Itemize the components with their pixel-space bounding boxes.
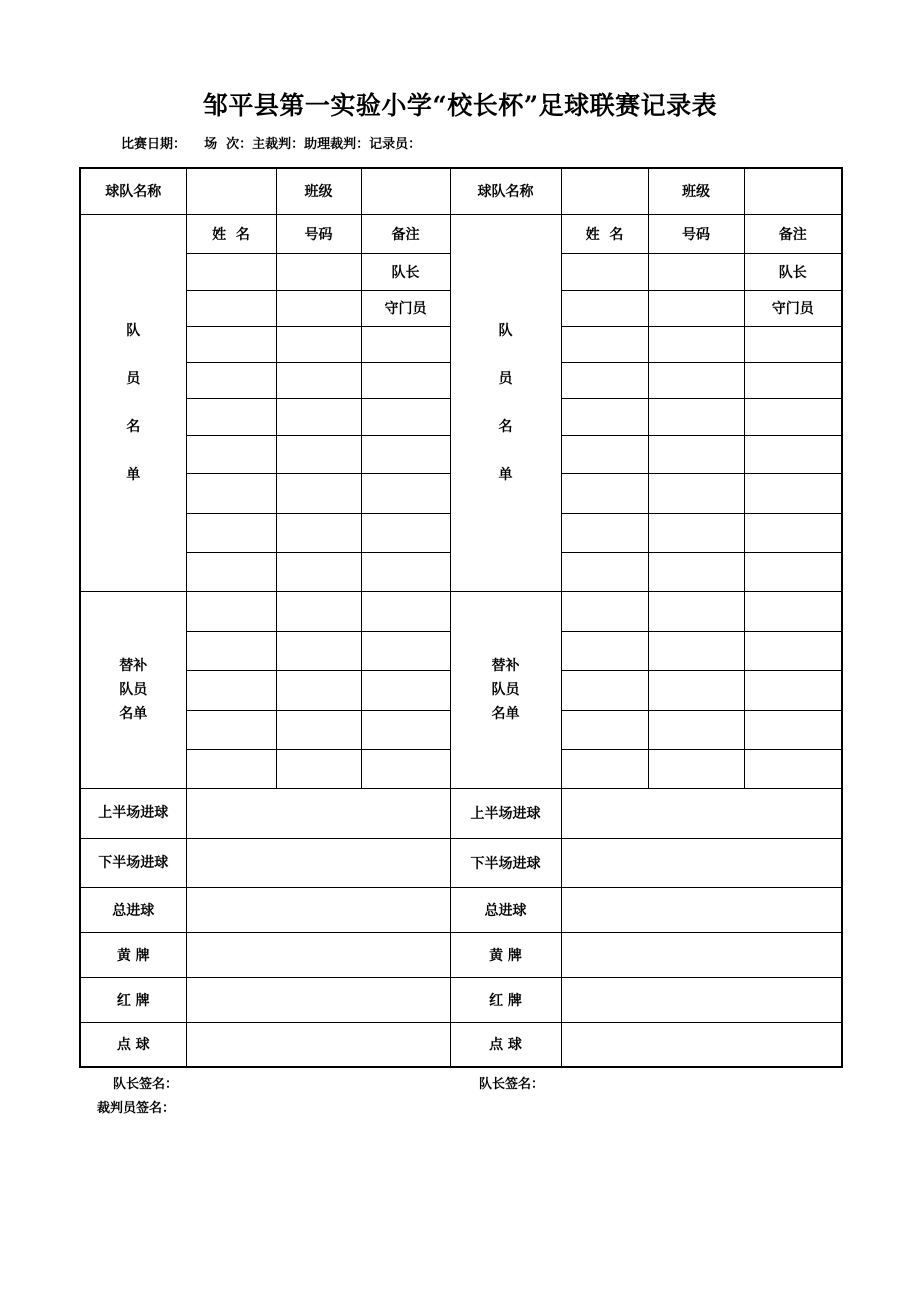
player-name-cell[interactable] (186, 398, 276, 435)
roster-label-char: 员 (126, 370, 141, 387)
player-remark-cell[interactable] (744, 326, 842, 362)
sub-number-cell[interactable] (648, 591, 744, 631)
substitutes-label-right (450, 591, 561, 788)
player-number-cell[interactable] (276, 398, 361, 435)
sub-name-cell[interactable] (186, 591, 276, 631)
sub-remark-cell[interactable] (744, 631, 842, 670)
roster-label-char: 队 (498, 322, 513, 339)
player-name-cell[interactable] (561, 362, 648, 398)
first-half-goals-field-right[interactable] (561, 788, 842, 838)
sub-label-line: 队员 (491, 681, 520, 698)
goalkeeper-remark-left: 守门员 (361, 290, 450, 326)
player-name-cell[interactable] (561, 398, 648, 435)
yellow-card-field-right[interactable] (561, 932, 842, 977)
sub-number-cell[interactable] (648, 749, 744, 788)
roster-label-char: 单 (126, 466, 141, 483)
captain-remark-left: 队长 (361, 253, 450, 290)
substitutes-label-left (80, 591, 186, 788)
total-goals-label-right: 总进球 (450, 887, 561, 932)
total-goals-label-left: 总进球 (80, 887, 186, 932)
first-half-goals-label-left: 上半场进球 (80, 788, 186, 838)
team-name-label-left: 球队名称 (80, 168, 186, 214)
player-number-cell[interactable] (648, 398, 744, 435)
sub-name-cell[interactable] (561, 591, 648, 631)
class-label-left: 班级 (276, 168, 361, 214)
player-name-cell[interactable] (561, 552, 648, 591)
red-card-field-right[interactable] (561, 977, 842, 1022)
player-name-cell[interactable] (186, 253, 276, 290)
player-name-cell[interactable] (186, 473, 276, 513)
sub-label-line: 名单 (119, 705, 148, 722)
penalty-field-right[interactable] (561, 1022, 842, 1067)
player-number-cell[interactable] (648, 435, 744, 473)
player-number-cell[interactable] (648, 552, 744, 591)
second-half-goals-field-right[interactable] (561, 838, 842, 887)
sub-remark-cell[interactable] (361, 749, 450, 788)
team-name-label-right: 球队名称 (450, 168, 561, 214)
player-number-cell[interactable] (648, 326, 744, 362)
remark-col-header-left: 备注 (361, 214, 450, 253)
second-half-goals-field-left[interactable] (186, 838, 450, 887)
sub-remark-cell[interactable] (744, 710, 842, 749)
sub-name-cell[interactable] (186, 749, 276, 788)
sub-name-cell[interactable] (186, 710, 276, 749)
red-card-label-left: 红 牌 (80, 977, 186, 1022)
roster-label-right (450, 214, 561, 591)
player-number-cell[interactable] (276, 435, 361, 473)
total-goals-field-left[interactable] (186, 887, 450, 932)
player-remark-cell[interactable] (361, 362, 450, 398)
name-col-header-right: 姓 名 (561, 214, 648, 253)
penalty-label-left: 点 球 (80, 1022, 186, 1067)
sub-name-cell[interactable] (186, 670, 276, 710)
sub-number-cell[interactable] (648, 631, 744, 670)
class-field-right[interactable] (744, 168, 842, 214)
second-half-goals-label-right: 下半场进球 (450, 838, 561, 887)
name-col-header-left: 姓 名 (186, 214, 276, 253)
sub-remark-cell[interactable] (744, 591, 842, 631)
sub-number-cell[interactable] (276, 710, 361, 749)
player-remark-cell[interactable] (744, 398, 842, 435)
sub-number-cell[interactable] (276, 749, 361, 788)
player-number-cell[interactable] (648, 290, 744, 326)
player-remark-cell[interactable] (744, 552, 842, 591)
sub-number-cell[interactable] (276, 591, 361, 631)
sub-number-cell[interactable] (648, 670, 744, 710)
roster-label-char: 员 (498, 370, 513, 387)
remark-col-header-right: 备注 (744, 214, 842, 253)
player-name-cell[interactable] (186, 513, 276, 552)
record-table (79, 167, 843, 1068)
player-name-cell[interactable] (186, 552, 276, 591)
team-name-field-left[interactable] (186, 168, 276, 214)
player-remark-cell[interactable] (361, 473, 450, 513)
sub-label-line: 队员 (119, 681, 148, 698)
player-number-cell[interactable] (648, 513, 744, 552)
roster-label-left (80, 214, 186, 591)
player-number-cell[interactable] (648, 362, 744, 398)
sub-remark-cell[interactable] (361, 591, 450, 631)
player-number-cell[interactable] (276, 513, 361, 552)
sub-name-cell[interactable] (561, 631, 648, 670)
player-number-cell[interactable] (276, 473, 361, 513)
player-number-cell[interactable] (648, 253, 744, 290)
player-name-cell[interactable] (561, 473, 648, 513)
yellow-card-label-right: 黄 牌 (450, 932, 561, 977)
sub-remark-cell[interactable] (744, 670, 842, 710)
player-number-cell[interactable] (276, 362, 361, 398)
sub-label-line: 替补 (119, 657, 148, 674)
captain-remark-right: 队长 (744, 253, 842, 290)
player-name-cell[interactable] (561, 435, 648, 473)
class-field-left[interactable] (361, 168, 450, 214)
yellow-card-label-left: 黄 牌 (80, 932, 186, 977)
player-remark-cell[interactable] (361, 326, 450, 362)
sub-remark-cell[interactable] (361, 631, 450, 670)
player-name-cell[interactable] (561, 513, 648, 552)
roster-label-char: 名 (126, 418, 141, 435)
player-remark-cell[interactable] (744, 473, 842, 513)
sub-name-cell[interactable] (561, 749, 648, 788)
sub-name-cell[interactable] (561, 670, 648, 710)
yellow-card-field-left[interactable] (186, 932, 450, 977)
referee-signature: 裁判员签名： (97, 1101, 176, 1116)
sub-name-cell[interactable] (561, 710, 648, 749)
player-name-cell[interactable] (186, 435, 276, 473)
sub-number-cell[interactable] (648, 710, 744, 749)
red-card-label-right: 红 牌 (450, 977, 561, 1022)
red-card-field-left[interactable] (186, 977, 450, 1022)
player-remark-cell[interactable] (744, 435, 842, 473)
player-name-cell[interactable] (186, 290, 276, 326)
captain-signature-left: 队长签名： (113, 1077, 179, 1092)
sub-remark-cell[interactable] (361, 710, 450, 749)
sub-remark-cell[interactable] (744, 749, 842, 788)
player-remark-cell[interactable] (744, 362, 842, 398)
player-remark-cell[interactable] (361, 513, 450, 552)
class-label-right: 班级 (648, 168, 744, 214)
player-number-cell[interactable] (276, 290, 361, 326)
sub-name-cell[interactable] (186, 631, 276, 670)
first-half-goals-field-left[interactable] (186, 788, 450, 838)
match-info-line: 比赛日期： 场 次：主裁判：助理裁判：记录员： (121, 137, 422, 152)
player-name-cell[interactable] (561, 326, 648, 362)
sub-label-line: 名单 (491, 705, 520, 722)
player-name-cell[interactable] (561, 253, 648, 290)
player-remark-cell[interactable] (361, 398, 450, 435)
player-name-cell[interactable] (186, 326, 276, 362)
player-number-cell[interactable] (276, 253, 361, 290)
first-half-goals-label-right: 上半场进球 (450, 788, 561, 838)
player-number-cell[interactable] (648, 473, 744, 513)
player-number-cell[interactable] (276, 552, 361, 591)
captain-signature-right: 队长签名： (479, 1077, 545, 1092)
roster-label-char: 名 (498, 418, 513, 435)
sub-remark-cell[interactable] (361, 670, 450, 710)
penalty-label-right: 点 球 (450, 1022, 561, 1067)
number-col-header-left: 号码 (276, 214, 361, 253)
sub-number-cell[interactable] (276, 670, 361, 710)
player-name-cell[interactable] (186, 362, 276, 398)
roster-label-char: 队 (126, 322, 141, 339)
total-goals-field-right[interactable] (561, 887, 842, 932)
sub-number-cell[interactable] (276, 631, 361, 670)
number-col-header-right: 号码 (648, 214, 744, 253)
goalkeeper-remark-right: 守门员 (744, 290, 842, 326)
team-name-field-right[interactable] (561, 168, 648, 214)
second-half-goals-label-left: 下半场进球 (80, 838, 186, 887)
roster-label-char: 单 (498, 466, 513, 483)
player-name-cell[interactable] (561, 290, 648, 326)
page-title: 邹平县第一实验小学“校长杯”足球联赛记录表 (202, 91, 718, 120)
player-number-cell[interactable] (276, 326, 361, 362)
sub-label-line: 替补 (491, 657, 520, 674)
penalty-field-left[interactable] (186, 1022, 450, 1067)
player-remark-cell[interactable] (361, 552, 450, 591)
player-remark-cell[interactable] (744, 513, 842, 552)
player-remark-cell[interactable] (361, 435, 450, 473)
